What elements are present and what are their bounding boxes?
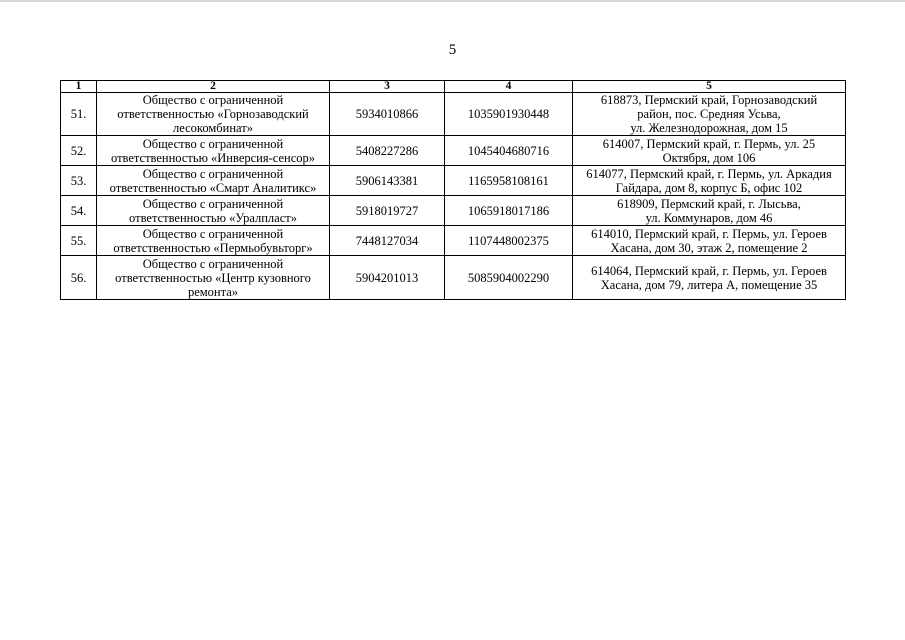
- ogrn-cell: 1165958108161: [445, 166, 573, 196]
- organization-name: [97, 226, 330, 256]
- table-row: [61, 166, 846, 196]
- name-line: Общество с ограниченной: [142, 196, 284, 211]
- ogrn-cell: 1107448002375: [445, 226, 573, 256]
- table-row: [61, 136, 846, 166]
- ogrn-cell: 1035901930448: [445, 93, 573, 136]
- ogrn-cell: 1045404680716: [445, 136, 573, 166]
- name-line: ответственностью «Уралпласт»: [129, 210, 297, 225]
- row-number: 54.: [61, 196, 97, 226]
- address-line: Гайдара, дом 8, корпус Б, офис 102: [615, 180, 803, 195]
- address-line: ул. Коммунаров, дом 46: [645, 210, 773, 225]
- registry-table: [60, 80, 846, 300]
- address-cell: [573, 226, 846, 256]
- scan-edge: [0, 0, 905, 2]
- address-cell: [573, 166, 846, 196]
- address-line: Хасана, дом 79, литера А, помещение 35: [600, 277, 818, 292]
- address-line: 614064, Пермский край, г. Пермь, ул. Героев: [591, 263, 827, 278]
- inn-cell: 5918019727: [330, 196, 445, 226]
- inn-cell: 5906143381: [330, 166, 445, 196]
- address-line: 614007, Пермский край, г. Пермь, ул. 25: [602, 136, 816, 151]
- name-line: ответственностью «Смарт Аналитикс»: [109, 180, 317, 195]
- organization-name: [97, 256, 330, 300]
- inn-cell: 5408227286: [330, 136, 445, 166]
- inn-cell: 7448127034: [330, 226, 445, 256]
- name-line: ответственностью «Инверсия-сенсор»: [110, 150, 316, 165]
- column-header: 1: [61, 81, 97, 93]
- address-cell: [573, 93, 846, 136]
- name-line: ремонта»: [187, 284, 239, 299]
- table-row: [61, 93, 846, 136]
- address-line: 614077, Пермский край, г. Пермь, ул. Аркадия: [586, 166, 832, 181]
- address-cell: [573, 196, 846, 226]
- row-number: 56.: [61, 256, 97, 300]
- name-line: ответственностью «Горнозаводский: [117, 107, 309, 121]
- column-header: 2: [97, 81, 330, 93]
- column-header: 3: [330, 81, 445, 93]
- address-line: 618873, Пермский край, Горнозаводский: [600, 93, 818, 107]
- row-number: 55.: [61, 226, 97, 256]
- row-number: 51.: [61, 93, 97, 136]
- page-number: 5: [448, 42, 457, 58]
- name-line: ответственностью «Пермьобувьторг»: [113, 240, 313, 255]
- address-line: Хасана, дом 30, этаж 2, помещение 2: [610, 240, 808, 255]
- inn-cell: 5904201013: [330, 256, 445, 300]
- address-line: Октября, дом 106: [662, 150, 756, 165]
- row-number: 52.: [61, 136, 97, 166]
- name-line: Общество с ограниченной: [142, 136, 284, 151]
- name-line: Общество с ограниченной: [142, 166, 284, 181]
- column-header: 4: [445, 81, 573, 93]
- name-line: ответственностью «Центр кузовного: [115, 270, 311, 285]
- table-row: [61, 196, 846, 226]
- address-line: 618909, Пермский край, г. Лысьва,: [617, 196, 801, 211]
- row-number: 53.: [61, 166, 97, 196]
- organization-name: [97, 136, 330, 166]
- name-line: Общество с ограниченной: [142, 93, 284, 107]
- name-line: лесокомбинат»: [173, 121, 253, 135]
- address-line: ул. Железнодорожная, дом 15: [630, 121, 788, 135]
- table-row: [61, 226, 846, 256]
- organization-name: [97, 166, 330, 196]
- column-header: 5: [573, 81, 846, 93]
- address-cell: [573, 136, 846, 166]
- address-line: 614010, Пермский край, г. Пермь, ул. Героев: [591, 226, 827, 241]
- organization-name: [97, 196, 330, 226]
- table-row: [61, 256, 846, 300]
- name-line: Общество с ограниченной: [142, 256, 284, 271]
- inn-cell: 5934010866: [330, 93, 445, 136]
- organization-name: [97, 93, 330, 136]
- name-line: Общество с ограниченной: [142, 226, 284, 241]
- address-line: район, пос. Средняя Усьва,: [637, 107, 781, 121]
- header-row: [61, 81, 846, 93]
- ogrn-cell: 5085904002290: [445, 256, 573, 300]
- ogrn-cell: 1065918017186: [445, 196, 573, 226]
- address-cell: [573, 256, 846, 300]
